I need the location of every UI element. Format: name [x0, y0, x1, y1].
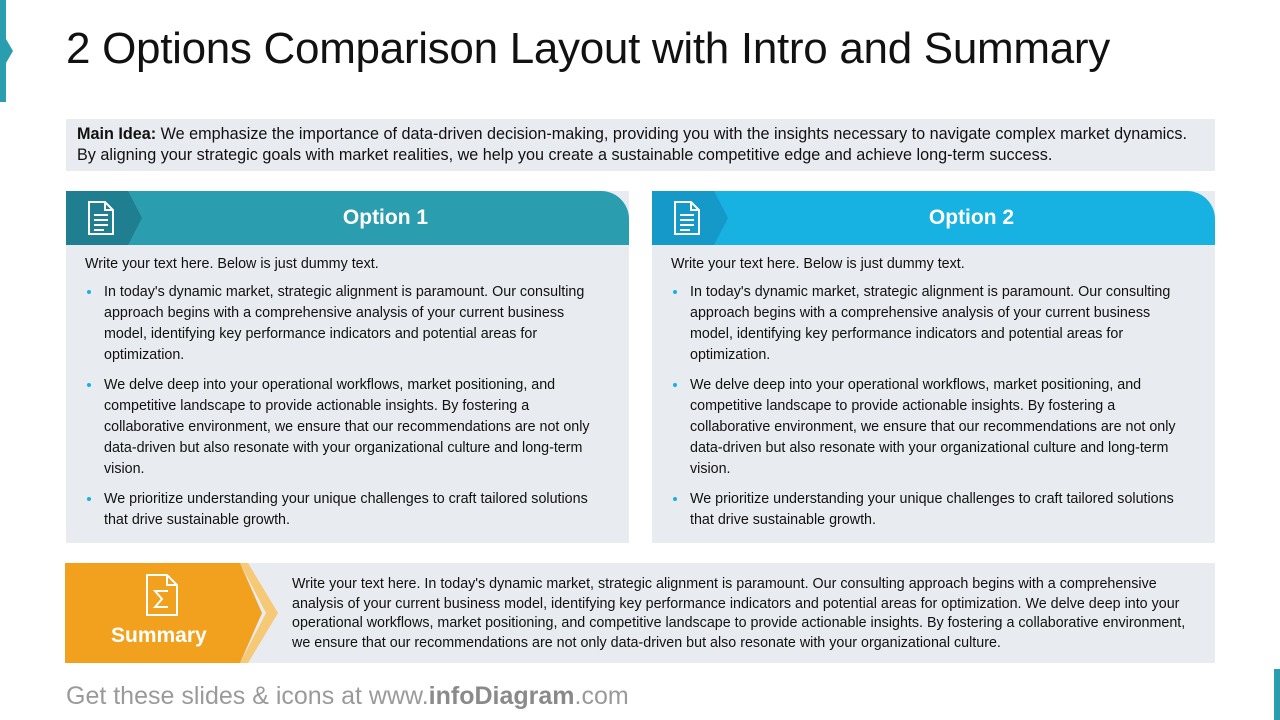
bullet-item: We delve deep into your operational workflows, market positioning, and competitive landscape to provide actionable insights. By fostering a collaborative environment, we ensure that our recommendations are not only data-driven but also resonate with your organizational culture and long-term vision.: [671, 375, 1197, 480]
bullet-item: We delve deep into your operational workflows, market positioning, and competitive landscape to provide actionable insights. By fostering a collaborative environment, we ensure that our recommendations are not only data-driven but also resonate with your organizational culture and long-term vision.: [85, 375, 611, 480]
bullet-item: In today's dynamic market, strategic alignment is paramount. Our consulting approach begins with a comprehensive analysis of your current business model, identifying key performance indicators and potential areas for optimization.: [671, 282, 1197, 366]
option-icon-box-2: [652, 191, 714, 245]
document-icon: [672, 200, 702, 236]
option-body-1: [66, 245, 629, 531]
summary-label: Summary: [111, 624, 207, 647]
option-title-1: Option 1: [342, 206, 429, 229]
option-bullets-1: [85, 282, 611, 531]
option-icon-box-1: [66, 191, 128, 245]
footer-suffix: .com: [574, 682, 629, 710]
option-card-2: [652, 191, 1215, 543]
right-accent-bar: [1274, 669, 1280, 720]
document-icon: [86, 200, 116, 236]
sigma-document-icon: [144, 573, 180, 617]
bullet-item: We prioritize understanding your unique challenges to craft tailored solutions that drive sustainable growth.: [671, 489, 1197, 531]
option-body-2: [652, 245, 1215, 531]
option-card-1: [66, 191, 629, 543]
intro-label: Main Idea:: [77, 125, 157, 143]
left-accent-bar: [0, 0, 6, 102]
intro-box: [66, 119, 1215, 171]
option-lead-1: Write your text here. Below is just dummy text.: [85, 256, 379, 272]
option-title-2: Option 2: [928, 206, 1015, 229]
summary-box: [65, 563, 1215, 663]
summary-badge: [65, 563, 240, 663]
summary-text: Write your text here. In today's dynamic market, strategic alignment is paramount. Our consulting approach begins with a comprehensive analysis of your current business model, identifying key performance indicators and potential areas for optimization. We delve deep into your operational workflows, market positioning, and competitive landscape to provide actionable insights. By fostering a collaborative environment, we ensure that our recommendations are not only data-driven but also resonate with your organizational culture.: [292, 576, 1186, 651]
footer-brand: infoDiagram: [428, 682, 575, 710]
footer-prefix: Get these slides & icons at www.: [66, 682, 429, 710]
bullet-item: We prioritize understanding your unique challenges to craft tailored solutions that drive sustainable growth.: [85, 489, 611, 531]
option-bullets-2: [671, 282, 1197, 531]
option-lead-2: Write your text here. Below is just dummy text.: [671, 256, 965, 272]
slide-title: 2 Options Comparison Layout with Intro and Summary: [66, 24, 1110, 73]
intro-text: We emphasize the importance of data-driven decision-making, providing you with the insights necessary to navigate complex market dynamics. By aligning your strategic goals with market realities, we help you create a sustainable competitive edge and achieve long-term success.: [77, 125, 1187, 164]
option-header-2: [652, 191, 1215, 245]
option-header-1: [66, 191, 629, 245]
bullet-item: In today's dynamic market, strategic alignment is paramount. Our consulting approach begins with a comprehensive analysis of your current business model, identifying key performance indicators and potential areas for optimization.: [85, 282, 611, 366]
footer-link[interactable]: [66, 682, 629, 711]
